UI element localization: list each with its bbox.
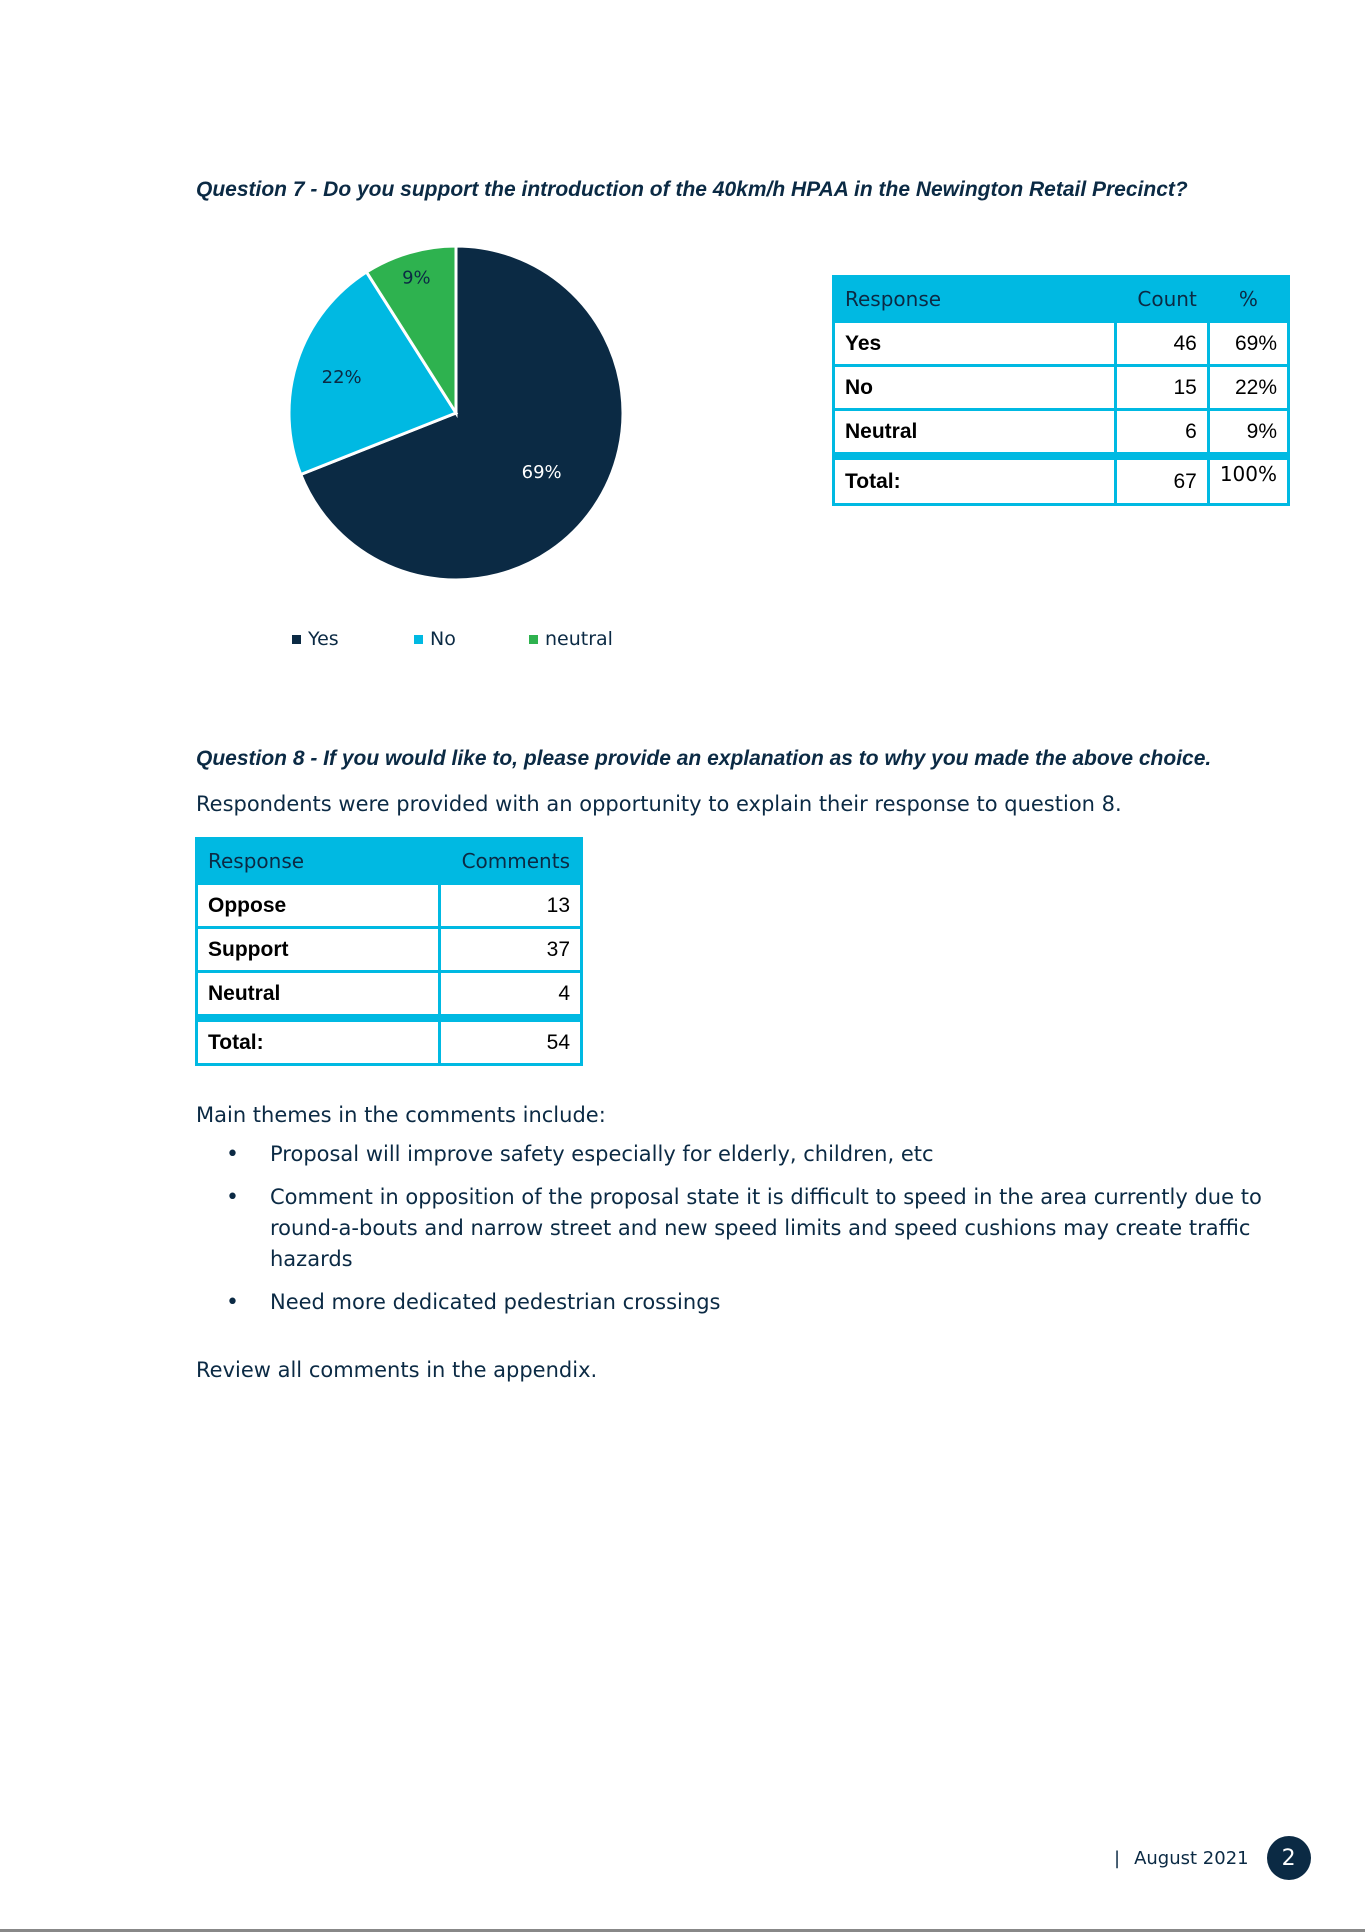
column-header-response: Response [834,277,1116,322]
row-label: Neutral [834,410,1116,457]
list-item: • Comment in opposition of the proposal state it is difficult to speed in the area currently due to round-a-bouts and narrow street and new speed limits and speed cushions may create traffic hazards [196,1182,1276,1275]
chart-legend [292,628,613,650]
legend-label-no: No [430,628,456,650]
table-row [197,972,582,1019]
row-count: 15 [1116,366,1209,410]
themes-intro: Main themes in the comments include: [196,1103,606,1127]
table-row [197,884,582,928]
row-count: 6 [1116,410,1209,457]
legend-label-neutral: neutral [545,628,613,650]
page-footer [1114,1836,1311,1880]
row-count: 46 [1116,322,1209,366]
legend-swatch-neutral [529,635,538,644]
legend-item-no [414,628,529,650]
review-note: Review all comments in the appendix. [196,1358,598,1382]
table-row [834,366,1289,410]
row-label: Yes [834,322,1116,366]
legend-item-yes [292,628,414,650]
column-header-count: Count [1116,277,1209,322]
question-7-heading: Question 7 - Do you support the introduction of the 40km/h HPAA in the Newington Retail Precinct? [196,178,1188,201]
row-count: 37 [440,928,582,972]
row-percent: 69% [1208,322,1288,366]
table-row [834,322,1289,366]
table-total-row [834,456,1289,505]
table-row [834,410,1289,457]
table-total-row [197,1018,582,1065]
row-label: No [834,366,1116,410]
list-item: • Proposal will improve safety especially for elderly, children, etc [196,1139,1276,1170]
row-label: Support [197,928,440,972]
total-count: 54 [440,1018,582,1065]
pie-chart [270,230,670,650]
legend-swatch-no [414,635,423,644]
footer-separator: | [1114,1847,1121,1869]
pie-chart-svg [270,230,670,630]
table-header-row [197,839,582,884]
table-header-row [834,277,1289,322]
column-header-comments: Comments [440,839,582,884]
pie-label-yes: 69% [521,462,562,484]
total-count: 67 [1116,456,1209,505]
question-8-intro: Respondents were provided with an opportunity to explain their response to question 8. [196,792,1122,816]
row-label: Oppose [197,884,440,928]
pie-label-neutral: 9% [402,267,431,289]
total-label: Total: [834,456,1116,505]
question-8-comments-table [195,837,583,1066]
legend-swatch-yes [292,635,301,644]
page-number: 2 [1267,1836,1311,1880]
table-row [197,928,582,972]
row-percent: 22% [1208,366,1288,410]
legend-label-yes: Yes [308,628,339,650]
question-7-results-table [832,275,1290,506]
row-percent: 9% [1208,410,1288,457]
column-header-response: Response [197,839,440,884]
column-header-percent: % [1208,277,1288,322]
total-label: Total: [197,1018,440,1065]
row-count: 13 [440,884,582,928]
legend-item-neutral [529,628,613,650]
list-item: • Need more dedicated pedestrian crossings [196,1287,1276,1318]
total-percent: 100% [1208,456,1288,505]
footer-date: August 2021 [1134,1847,1249,1869]
question-8-heading: Question 8 - If you would like to, please provide an explanation as to why you made the above choice. [196,747,1212,770]
themes-list [196,1139,1276,1330]
pie-label-no: 22% [321,366,362,388]
row-label: Neutral [197,972,440,1019]
row-count: 4 [440,972,582,1019]
